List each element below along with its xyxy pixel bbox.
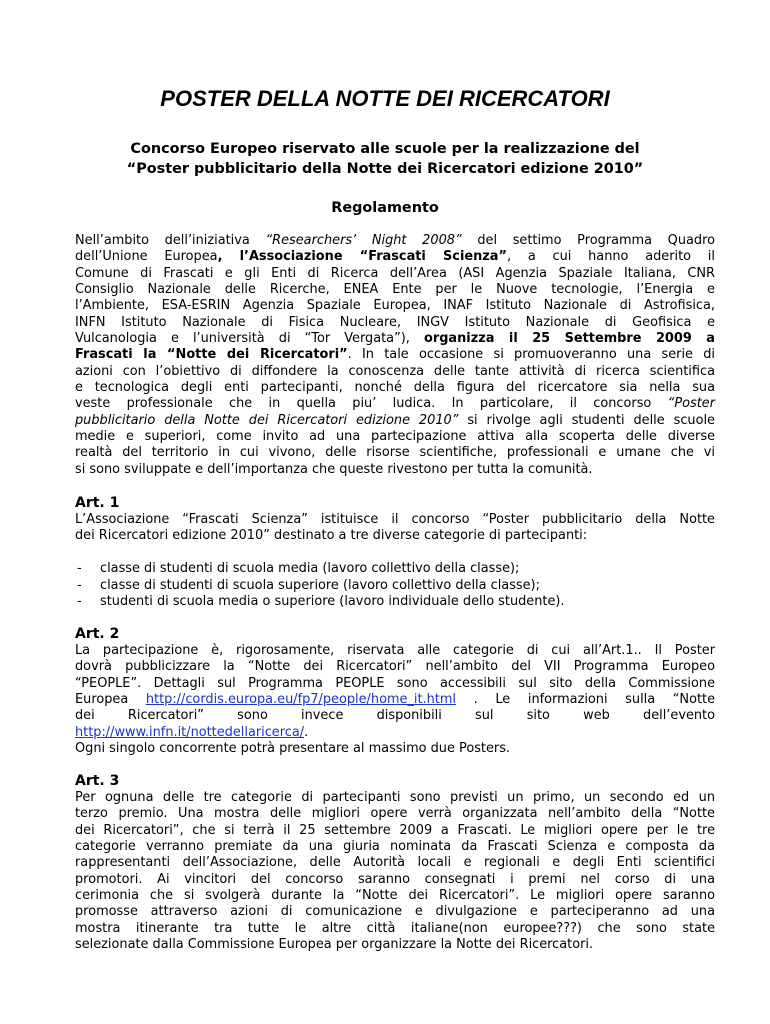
art2-line: dovrà pubblicizzare la “Notte dei Ricercatori” nell’ambito del VII Programma Europeo (75, 659, 715, 675)
intro-line: Comune di Frascati e gli Enti di Ricerca dell’Area (ASI Agenzia Spaziale Italiana, CNR (75, 265, 715, 281)
art1-heading: Art. 1 (75, 495, 120, 511)
art1-line: L’Associazione “Frascati Scienza” istituisce il concorso “Poster pubblicitario della Notte (75, 512, 715, 527)
intro-line: pubblicitario della Notte dei Ricercatori edizione 2010” si rivolge agli studenti delle scuole (75, 412, 715, 428)
cordis-link[interactable]: http://cordis.europa.eu/fp7/people/home_it.html (145, 692, 456, 708)
intro-line: e tecnologica degli enti partecipanti, nonché della figura del ricercatore sia nella sua (75, 380, 715, 396)
art3-line: dei Ricercatori”, che si terrà il 25 settembre 2009 a Frascati. Le migliori opere per le tre (75, 822, 715, 838)
intro-line: si sono sviluppate e dell’importanza che queste rivestono per tutta la comunità. (75, 461, 593, 477)
art2-line: Ogni singolo concorrente potrà presentare al massimo due Posters. (75, 741, 511, 757)
art3-line: rappresentanti dell’Associazione, delle Autorità locali e regionali e degli Enti scientifici (75, 855, 715, 871)
intro-line: veste professionale che in quella piu’ ludica. In particolare, il concorso “Poster (75, 396, 715, 412)
art1-paragraph (75, 512, 715, 545)
art3-line: selezionate dalla Commissione Europea per organizzare la Notte dei Ricercatori. (75, 937, 594, 953)
intro-line: l’Ambiente, ESA-ESRIN Agenzia Spaziale Europea, INAF Istituto Nazionale di Astrofisica, (75, 298, 715, 314)
intro-line: INFN Istituto Nazionale di Fisica Nucleare, INGV Istituto Nazionale di Geofisica e (75, 314, 715, 330)
art3-line: cerimonia che si svolgerà durante la “Notte dei Ricercatori”. Le migliori opere saranno (75, 888, 715, 904)
art1-line: dei Ricercatori edizione 2010” destinato a tre diverse categorie di partecipanti: (75, 528, 588, 544)
page-title: POSTER DELLA NOTTE DEI RICERCATORI (160, 86, 610, 111)
intro-line: Vulcanologia e l’università di “Tor Vergata”), organizza il 25 Settembre 2009 a (75, 331, 715, 347)
regolamento-heading: Regolamento (331, 200, 439, 216)
list-item: - studenti di scuola media o superiore (lavoro individuale dello studente). (77, 594, 565, 609)
intro-line: Nell’ambito dell’iniziativa “Researchers’ Night 2008” del settimo Programma Quadro (75, 233, 715, 248)
list-item: - classe di studenti di scuola superiore (lavoro collettivo della classe); (77, 577, 540, 593)
art2-line: Europea http://cordis.europa.eu/fp7/people/home_it.html . Le informazioni sulla “Notte (75, 692, 716, 708)
subtitle-line-1: Concorso Europeo riservato alle scuole per la realizzazione del (130, 141, 640, 157)
intro-line: azioni con l’obiettivo di diffondere la conoscenza delle tante attività di ricerca scientifica (75, 363, 715, 379)
intro-line: Consiglio Nazionale delle Ricerche, ENEA Ente per le Nuove tecnologie, l’Energia e (75, 282, 715, 298)
intro-line: realtà del territorio in cui vivono, delle risorse scientifiche, professionali e umane che vi (75, 445, 715, 461)
art3-paragraph (75, 790, 715, 953)
list-item: - classe di studenti di scuola media (lavoro collettivo della classe); (77, 561, 520, 576)
art1-category-list (75, 561, 715, 611)
art3-heading: Art. 3 (75, 773, 120, 789)
intro-line: Frascati la “Notte dei Ricercatori”. In tale occasione si promuoveranno una serie di (75, 347, 715, 363)
art2-paragraph (75, 643, 715, 757)
art3-line: categorie verranno premiate da una giuria nominata da Frascati Scienza e composta da (75, 839, 715, 855)
subtitle-line-2: “Poster pubblicitario della Notte dei Ricercatori edizione 2010” (126, 161, 644, 177)
intro-line: medie e superiori, come invito ad una partecipazione attiva alla scoperta delle diverse (75, 429, 715, 445)
art2-heading: Art. 2 (75, 626, 120, 642)
art3-line: promotori. Ai vincitori del concorso saranno consegnati i premi nel corso di una (75, 871, 715, 887)
art2-line: dei Ricercatori” sono invece disponibili sul sito web dell’evento (75, 708, 715, 724)
art2-line: “PEOPLE”. Dettagli sul Programma PEOPLE sono accessibili sul sito della Commissione (75, 675, 715, 691)
intro-line: dell’Unione Europea, l’Associazione “Frascati Scienza”, a cui hanno aderito il (75, 249, 715, 265)
intro-paragraph (75, 233, 715, 478)
art3-line: promosse attraverso azioni di comunicazione e divulgazione e parteciperanno ad una (75, 904, 715, 920)
art2-line: La partecipazione è, rigorosamente, riservata alle categorie di cui all’Art.1.. Il Poster (75, 643, 715, 658)
art3-line: mostra itinerante tra tutte le altre città italiane(non europee???) che sono state (75, 920, 715, 936)
art3-line: Per ognuna delle tre categorie di partecipanti sono previsti un primo, un secondo ed un (75, 790, 715, 805)
page-subtitle (60, 139, 710, 179)
art2-line: http://www.infn.it/nottedellaricerca/. (75, 724, 309, 740)
art3-line: terzo premio. Una mostra delle migliori opere verrà organizzata nell’ambito della “Notte (75, 806, 715, 822)
infn-link[interactable]: http://www.infn.it/nottedellaricerca/ (75, 724, 305, 740)
